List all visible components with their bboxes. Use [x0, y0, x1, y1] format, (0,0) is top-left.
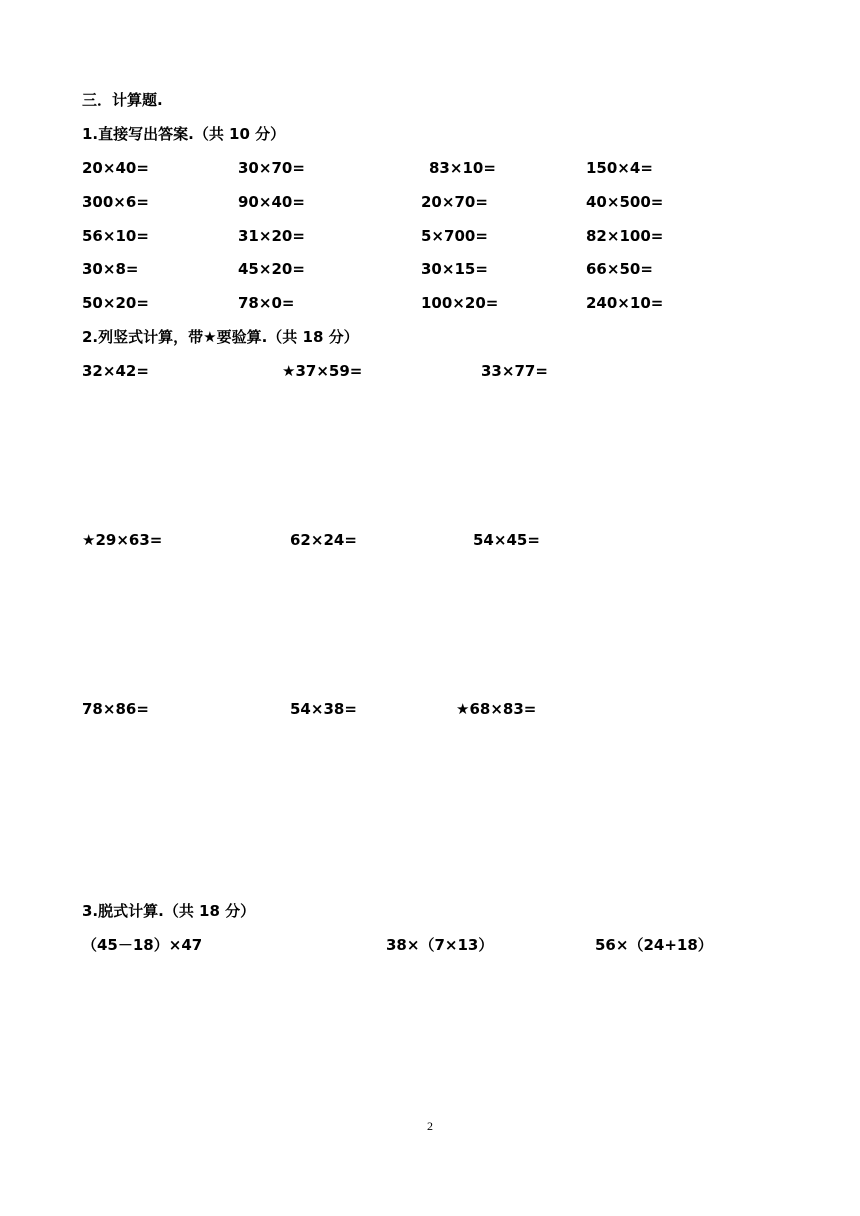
q2-problem-starred: ★68×83=: [456, 700, 537, 718]
q2-problem: 54×38=: [290, 700, 357, 718]
q1-problem: 240×10=: [586, 294, 664, 312]
section-title: 三．计算题.: [82, 91, 163, 109]
q1-problem: 150×4=: [586, 159, 653, 177]
q2-problem-starred: ★37×59=: [282, 362, 363, 380]
q1-problem: 40×500=: [586, 193, 664, 211]
q3-problem: 38×（7×13）: [386, 936, 494, 954]
q1-problem: 5×700=: [421, 227, 488, 245]
q1-problem: 90×40=: [238, 193, 305, 211]
q2-problem: 32×42=: [82, 362, 149, 380]
q1-problem: 82×100=: [586, 227, 664, 245]
q1-problem: 300×6=: [82, 193, 149, 211]
q1-problem: 83×10=: [429, 159, 496, 177]
q3-problem: （45－18）×47: [82, 936, 203, 954]
q1-problem: 30×15=: [421, 260, 488, 278]
q2-problem: 54×45=: [473, 531, 540, 549]
q1-title: 1.直接写出答案.（共 10 分）: [82, 125, 286, 143]
q1-problem: 100×20=: [421, 294, 499, 312]
q1-problem: 50×20=: [82, 294, 149, 312]
q1-problem: 78×0=: [238, 294, 295, 312]
q3-title: 3.脱式计算.（共 18 分）: [82, 902, 256, 920]
q2-problem-starred: ★29×63=: [82, 531, 163, 549]
page-number: 2: [427, 1119, 433, 1133]
q1-problem: 30×70=: [238, 159, 305, 177]
q1-problem: 56×10=: [82, 227, 149, 245]
q1-problem: 45×20=: [238, 260, 305, 278]
q2-problem: 78×86=: [82, 700, 149, 718]
q2-problem: 62×24=: [290, 531, 357, 549]
q1-problem: 20×70=: [421, 193, 488, 211]
q3-problem: 56×（24+18）: [595, 936, 713, 954]
q1-problem: 31×20=: [238, 227, 305, 245]
q1-problem: 20×40=: [82, 159, 149, 177]
q2-problem: 33×77=: [481, 362, 548, 380]
q1-problem: 66×50=: [586, 260, 653, 278]
q1-problem: 30×8=: [82, 260, 139, 278]
q2-title: 2.列竖式计算，带★要验算.（共 18 分）: [82, 328, 359, 346]
